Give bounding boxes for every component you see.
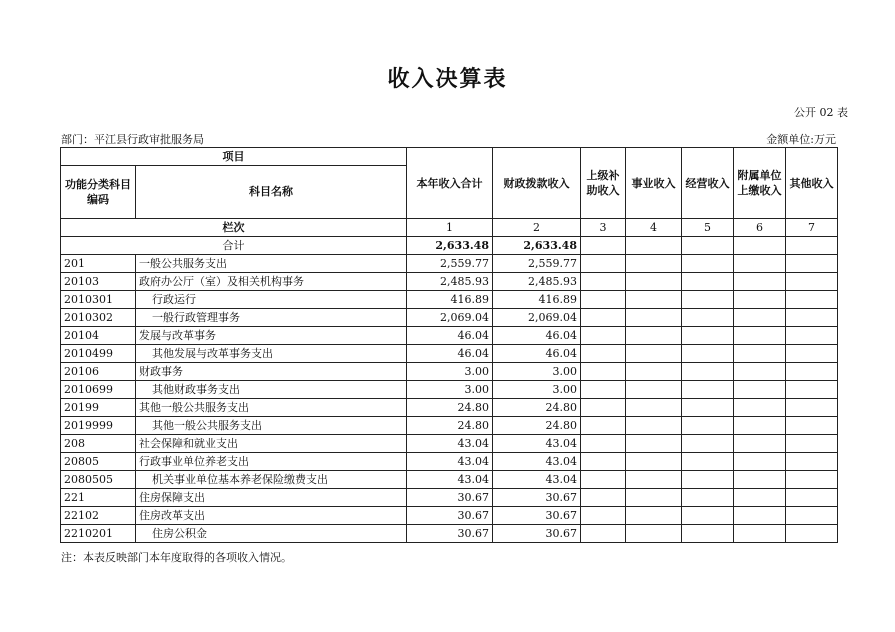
col-number: 6	[734, 219, 786, 237]
row-fiscal-allocation: 2,485.93	[493, 273, 581, 291]
row-empty-cell	[626, 453, 682, 471]
row-empty-cell	[682, 255, 734, 273]
row-empty-cell	[786, 309, 838, 327]
table-row	[61, 327, 838, 345]
row-empty-cell	[734, 255, 786, 273]
row-empty-cell	[581, 381, 626, 399]
table-row	[61, 399, 838, 417]
row-total-income: 416.89	[407, 291, 493, 309]
row-fiscal-allocation: 46.04	[493, 327, 581, 345]
row-subject-name: 其他一般公共服务支出	[136, 417, 407, 435]
row-empty-cell	[682, 417, 734, 435]
footnote: 注：本表反映部门本年度取得的各项收入情况。	[61, 551, 292, 564]
row-empty-cell	[626, 363, 682, 381]
row-code: 2080505	[61, 471, 136, 489]
row-fiscal-allocation: 24.80	[493, 399, 581, 417]
row-code: 2010699	[61, 381, 136, 399]
row-subject-name: 行政事业单位养老支出	[136, 453, 407, 471]
row-empty-cell	[626, 291, 682, 309]
table-row	[61, 507, 838, 525]
header-project: 项目	[61, 148, 407, 166]
row-empty-cell	[786, 525, 838, 543]
row-empty-cell	[786, 471, 838, 489]
row-empty-cell	[581, 489, 626, 507]
row-empty-cell	[626, 345, 682, 363]
row-empty-cell	[581, 399, 626, 417]
row-empty-cell	[581, 291, 626, 309]
row-empty-cell	[786, 345, 838, 363]
row-empty-cell	[626, 381, 682, 399]
row-code: 20104	[61, 327, 136, 345]
row-empty-cell	[626, 471, 682, 489]
header-subject-name: 科目名称	[136, 166, 407, 219]
row-empty-cell	[581, 525, 626, 543]
row-empty-cell	[682, 381, 734, 399]
row-subject-name: 一般行政管理事务	[136, 309, 407, 327]
row-fiscal-allocation: 2,559.77	[493, 255, 581, 273]
row-empty-cell	[786, 363, 838, 381]
row-total-income: 30.67	[407, 525, 493, 543]
row-empty-cell	[786, 255, 838, 273]
row-fiscal-allocation: 30.67	[493, 489, 581, 507]
row-empty-cell	[682, 525, 734, 543]
row-empty-cell	[734, 345, 786, 363]
row-empty-cell	[626, 273, 682, 291]
header-upper-subsidy: 上级补助收入	[581, 148, 626, 219]
header-other-income: 其他收入	[786, 148, 838, 219]
row-empty-cell	[734, 417, 786, 435]
table-row	[61, 435, 838, 453]
header-business-income: 事业收入	[626, 148, 682, 219]
row-total-income: 43.04	[407, 471, 493, 489]
row-empty-cell	[581, 435, 626, 453]
row-empty-cell	[581, 273, 626, 291]
total-row	[61, 237, 838, 255]
row-total-income: 2,485.93	[407, 273, 493, 291]
row-empty-cell	[734, 435, 786, 453]
row-fiscal-allocation: 43.04	[493, 471, 581, 489]
row-total-income: 3.00	[407, 381, 493, 399]
row-empty-cell	[626, 435, 682, 453]
row-fiscal-allocation: 2,069.04	[493, 309, 581, 327]
row-fiscal-allocation: 43.04	[493, 435, 581, 453]
header-column-index: 栏次	[61, 219, 407, 237]
row-total-income: 30.67	[407, 507, 493, 525]
table-row	[61, 453, 838, 471]
row-empty-cell	[626, 525, 682, 543]
row-empty-cell	[682, 489, 734, 507]
row-subject-name: 发展与改革事务	[136, 327, 407, 345]
row-empty-cell	[734, 471, 786, 489]
total-label: 合计	[61, 237, 407, 255]
row-empty-cell	[734, 363, 786, 381]
row-empty-cell	[682, 345, 734, 363]
row-empty-cell	[626, 327, 682, 345]
row-empty-cell	[734, 291, 786, 309]
row-total-income: 46.04	[407, 327, 493, 345]
table-row	[61, 273, 838, 291]
row-code: 2019999	[61, 417, 136, 435]
row-empty-cell	[581, 255, 626, 273]
row-empty-cell	[626, 417, 682, 435]
row-empty-cell	[734, 273, 786, 291]
col-number: 2	[493, 219, 581, 237]
row-empty-cell	[786, 489, 838, 507]
row-total-income: 24.80	[407, 399, 493, 417]
row-empty-cell	[786, 453, 838, 471]
row-empty-cell	[682, 363, 734, 381]
table-row	[61, 345, 838, 363]
row-code: 2010499	[61, 345, 136, 363]
row-fiscal-allocation: 30.67	[493, 525, 581, 543]
row-empty-cell	[734, 525, 786, 543]
row-subject-name: 其他财政事务支出	[136, 381, 407, 399]
row-empty-cell	[682, 399, 734, 417]
row-total-income: 24.80	[407, 417, 493, 435]
col-number: 3	[581, 219, 626, 237]
row-empty-cell	[786, 327, 838, 345]
row-empty-cell	[682, 309, 734, 327]
row-empty-cell	[626, 255, 682, 273]
row-subject-name: 政府办公厅（室）及相关机构事务	[136, 273, 407, 291]
total-income-value: 2,633.48	[407, 237, 493, 255]
table-row	[61, 291, 838, 309]
table-row	[61, 525, 838, 543]
row-code: 2010301	[61, 291, 136, 309]
row-code: 221	[61, 489, 136, 507]
row-subject-name: 机关事业单位基本养老保险缴费支出	[136, 471, 407, 489]
table-row	[61, 309, 838, 327]
row-total-income: 43.04	[407, 453, 493, 471]
row-fiscal-allocation: 3.00	[493, 381, 581, 399]
row-empty-cell	[786, 273, 838, 291]
row-empty-cell	[682, 471, 734, 489]
row-empty-cell	[734, 381, 786, 399]
row-fiscal-allocation: 3.00	[493, 363, 581, 381]
table-row	[61, 255, 838, 273]
row-total-income: 2,069.04	[407, 309, 493, 327]
unit-label: 金额单位:万元	[766, 133, 836, 146]
row-subject-name: 行政运行	[136, 291, 407, 309]
row-code: 22102	[61, 507, 136, 525]
row-subject-name: 住房保障支出	[136, 489, 407, 507]
row-subject-name: 住房公积金	[136, 525, 407, 543]
row-empty-cell	[734, 309, 786, 327]
row-code: 2210201	[61, 525, 136, 543]
row-empty-cell	[734, 507, 786, 525]
row-empty-cell	[581, 471, 626, 489]
header-func-code: 功能分类科目编码	[61, 166, 136, 219]
row-empty-cell	[682, 327, 734, 345]
row-empty-cell	[786, 381, 838, 399]
row-subject-name: 住房改革支出	[136, 507, 407, 525]
row-empty-cell	[682, 435, 734, 453]
row-empty-cell	[734, 453, 786, 471]
row-code: 20805	[61, 453, 136, 471]
row-empty-cell	[581, 309, 626, 327]
row-subject-name: 财政事务	[136, 363, 407, 381]
header-fiscal-allocation: 财政拨款收入	[493, 148, 581, 219]
row-empty-cell	[786, 291, 838, 309]
table-row	[61, 471, 838, 489]
row-code: 2010302	[61, 309, 136, 327]
row-empty-cell	[581, 417, 626, 435]
table-row	[61, 363, 838, 381]
row-empty-cell	[734, 489, 786, 507]
row-empty-cell	[626, 507, 682, 525]
col-number: 1	[407, 219, 493, 237]
header-total-income: 本年收入合计	[407, 148, 493, 219]
income-table	[60, 147, 838, 543]
row-empty-cell	[626, 399, 682, 417]
row-empty-cell	[581, 327, 626, 345]
row-empty-cell	[626, 309, 682, 327]
row-total-income: 3.00	[407, 363, 493, 381]
row-empty-cell	[734, 327, 786, 345]
row-empty-cell	[682, 453, 734, 471]
table-row	[61, 417, 838, 435]
header-operating-income: 经营收入	[682, 148, 734, 219]
row-total-income: 2,559.77	[407, 255, 493, 273]
row-subject-name: 一般公共服务支出	[136, 255, 407, 273]
row-fiscal-allocation: 43.04	[493, 453, 581, 471]
row-fiscal-allocation: 30.67	[493, 507, 581, 525]
row-code: 201	[61, 255, 136, 273]
row-fiscal-allocation: 46.04	[493, 345, 581, 363]
row-total-income: 43.04	[407, 435, 493, 453]
form-number: 公开 02 表	[794, 106, 848, 119]
total-fiscal-value: 2,633.48	[493, 237, 581, 255]
col-number: 4	[626, 219, 682, 237]
row-code: 20103	[61, 273, 136, 291]
row-subject-name: 其他发展与改革事务支出	[136, 345, 407, 363]
row-empty-cell	[581, 453, 626, 471]
col-number: 7	[786, 219, 838, 237]
row-empty-cell	[682, 273, 734, 291]
row-empty-cell	[581, 363, 626, 381]
row-total-income: 30.67	[407, 489, 493, 507]
row-empty-cell	[581, 345, 626, 363]
row-code: 20106	[61, 363, 136, 381]
row-empty-cell	[786, 435, 838, 453]
row-code: 208	[61, 435, 136, 453]
table-row	[61, 381, 838, 399]
row-total-income: 46.04	[407, 345, 493, 363]
row-fiscal-allocation: 24.80	[493, 417, 581, 435]
col-number: 5	[682, 219, 734, 237]
row-empty-cell	[682, 291, 734, 309]
page-title: 收入决算表	[387, 67, 508, 92]
row-empty-cell	[786, 417, 838, 435]
row-empty-cell	[734, 399, 786, 417]
row-code: 20199	[61, 399, 136, 417]
row-empty-cell	[626, 489, 682, 507]
row-empty-cell	[581, 507, 626, 525]
department-label: 部门：平江县行政审批服务局	[61, 133, 204, 146]
row-empty-cell	[786, 399, 838, 417]
row-empty-cell	[786, 507, 838, 525]
row-empty-cell	[682, 507, 734, 525]
row-subject-name: 其他一般公共服务支出	[136, 399, 407, 417]
row-fiscal-allocation: 416.89	[493, 291, 581, 309]
row-subject-name: 社会保障和就业支出	[136, 435, 407, 453]
header-affiliated-income: 附属单位上缴收入	[734, 148, 786, 219]
table-row	[61, 489, 838, 507]
